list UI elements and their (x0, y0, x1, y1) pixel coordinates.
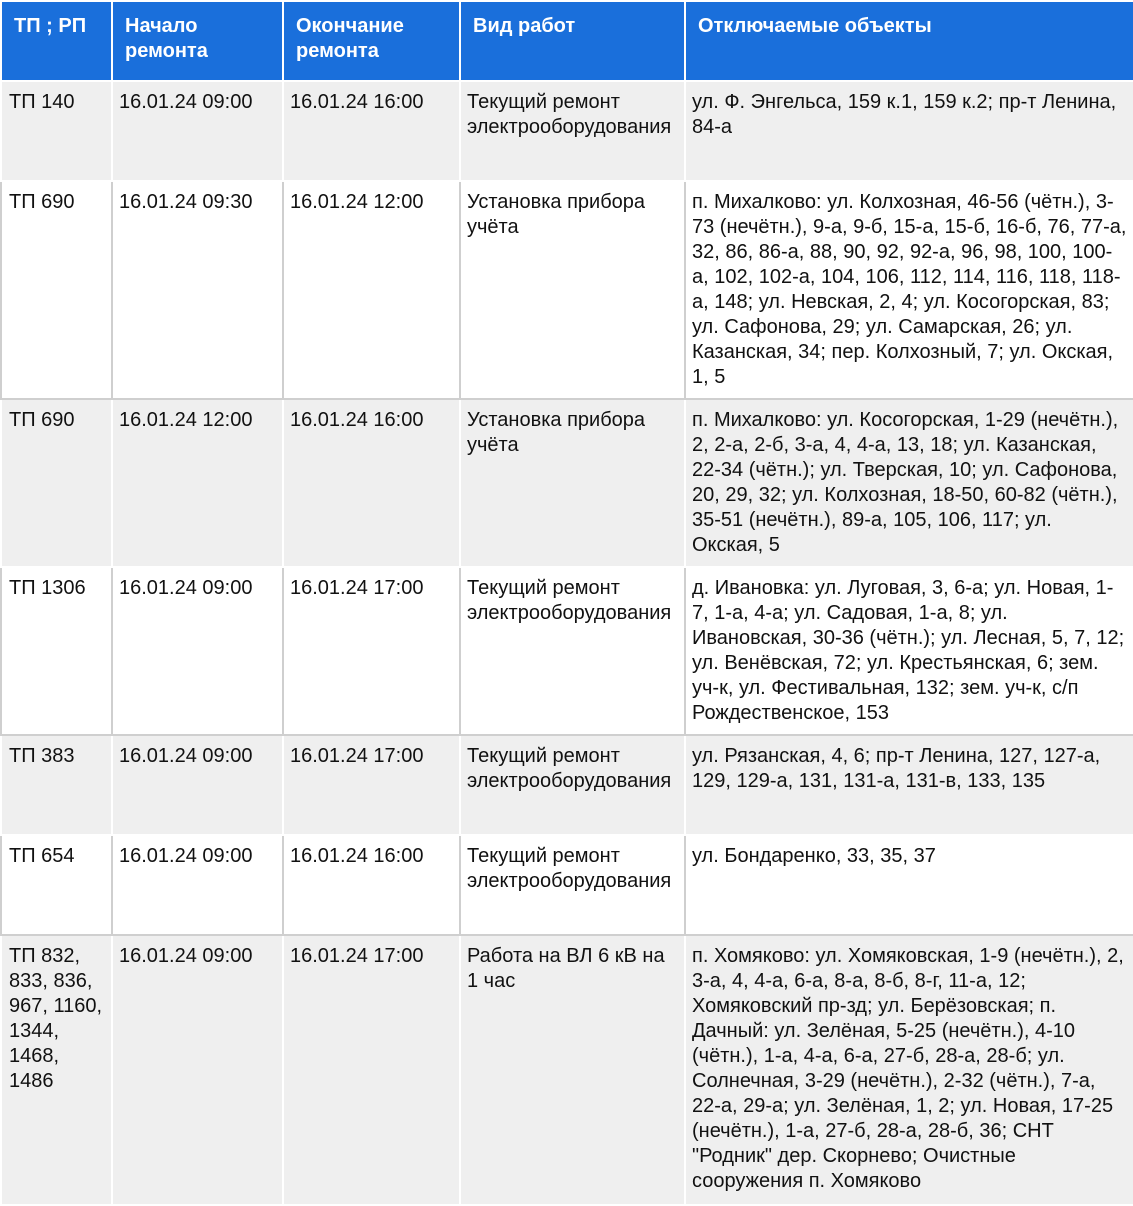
header-work-type: Вид работ (460, 1, 685, 81)
cell-start: 16.01.24 09:00 (112, 567, 283, 735)
table-body (1, 81, 1133, 1205)
header-end: Окончание ремонта (283, 1, 460, 81)
cell-tp: ТП 654 (1, 835, 112, 935)
cell-start: 16.01.24 12:00 (112, 399, 283, 567)
header-start: Начало ремонта (112, 1, 283, 81)
cell-start: 16.01.24 09:30 (112, 181, 283, 399)
cell-tp: ТП 383 (1, 735, 112, 835)
cell-end: 16.01.24 12:00 (283, 181, 460, 399)
table-row (1, 399, 1133, 567)
cell-work-type: Работа на ВЛ 6 кВ на 1 час (460, 935, 685, 1205)
table-row (1, 835, 1133, 935)
cell-objects: п. Михалково: ул. Косогорская, 1-29 (нечётн.), 2, 2-а, 2-б, 3-а, 4, 4-а, 13, 18; ул. Казанская, 22-34 (чётн.); ул. Тверская, 10; ул. Сафонова, 20, 29, 32; ул. Колхозная, 18-50, 60-82 (чётн.), 35-51 (нечётн.), 89-а, 105, 106, 117; ул. Окская, 5 (685, 399, 1133, 567)
cell-tp: ТП 1306 (1, 567, 112, 735)
cell-start: 16.01.24 09:00 (112, 735, 283, 835)
cell-objects: ул. Бондаренко, 33, 35, 37 (685, 835, 1133, 935)
cell-end: 16.01.24 16:00 (283, 399, 460, 567)
cell-tp: ТП 690 (1, 181, 112, 399)
cell-tp: ТП 832, 833, 836, 967, 1160, 1344, 1468, 1486 (1, 935, 112, 1205)
cell-end: 16.01.24 17:00 (283, 567, 460, 735)
cell-work-type: Установка прибора учёта (460, 399, 685, 567)
table-row (1, 81, 1133, 181)
cell-start: 16.01.24 09:00 (112, 935, 283, 1205)
cell-start: 16.01.24 09:00 (112, 835, 283, 935)
cell-objects: п. Хомяково: ул. Хомяковская, 1-9 (нечётн.), 2, 3-а, 4, 4-а, 6-а, 8-а, 8-б, 8-г, 11-а, 12; Хомяковский пр-зд; ул. Берёзовская; п. Дачный: ул. Зелёная, 5-25 (нечётн.), 4-10 (чётн.), 1-а, 4-а, 6-а, 27-б, 28-а, 28-б; ул. Солнечная, 3-29 (нечётн.), 2-32 (чётн.), 7-а, 22-а, 29-а; ул. Зелёная, 1, 2; ул. Новая, 17-25 (нечётн.), 1-а, 27-б, 28-а, 28-б, 36; СНТ "Родник" дер. Скорнево; Очистные сооружения п. Хомяково (685, 935, 1133, 1205)
cell-end: 16.01.24 16:00 (283, 81, 460, 181)
cell-work-type: Установка прибора учёта (460, 181, 685, 399)
cell-tp: ТП 690 (1, 399, 112, 567)
cell-work-type: Текущий ремонт электрооборудования (460, 735, 685, 835)
cell-objects: п. Михалково: ул. Колхозная, 46-56 (чётн.), 3-73 (нечётн.), 9-а, 9-б, 15-а, 15-б, 16-б, 76, 77-а, 32, 86, 86-а, 88, 90, 92, 92-а, 96, 98, 100, 100-а, 102, 102-а, 104, 106, 112, 114, 116, 118, 118-а, 148; ул. Невская, 2, 4; ул. Косогорская, 83; ул. Сафонова, 29; ул. Самарская, 26; ул. Казанская, 34; пер. Колхозный, 7; ул. Окская, 1, 5 (685, 181, 1133, 399)
table-row (1, 735, 1133, 835)
header-tp: ТП ; РП (1, 1, 112, 81)
cell-work-type: Текущий ремонт электрооборудования (460, 835, 685, 935)
cell-end: 16.01.24 16:00 (283, 835, 460, 935)
cell-end: 16.01.24 17:00 (283, 735, 460, 835)
table-row (1, 567, 1133, 735)
table-row (1, 935, 1133, 1205)
table-row (1, 181, 1133, 399)
cell-work-type: Текущий ремонт электрооборудования (460, 567, 685, 735)
cell-end: 16.01.24 17:00 (283, 935, 460, 1205)
cell-start: 16.01.24 09:00 (112, 81, 283, 181)
cell-objects: д. Ивановка: ул. Луговая, 3, 6-а; ул. Новая, 1-7, 1-а, 4-а; ул. Садовая, 1-а, 8; ул. Ивановская, 30-36 (чётн.); ул. Лесная, 5, 7, 12; ул. Венёвская, 72; ул. Крестьянская, 6; зем. уч-к, ул. Фестивальная, 132; зем. уч-к, с/п Рождественское, 153 (685, 567, 1133, 735)
cell-tp: ТП 140 (1, 81, 112, 181)
cell-objects: ул. Ф. Энгельса, 159 к.1, 159 к.2; пр-т Ленина, 84-а (685, 81, 1133, 181)
table-header (1, 1, 1133, 81)
header-row (1, 1, 1133, 81)
cell-work-type: Текущий ремонт электрооборудования (460, 81, 685, 181)
cell-objects: ул. Рязанская, 4, 6; пр-т Ленина, 127, 127-а, 129, 129-а, 131, 131-а, 131-в, 133, 135 (685, 735, 1133, 835)
header-objects: Отключаемые объекты (685, 1, 1133, 81)
